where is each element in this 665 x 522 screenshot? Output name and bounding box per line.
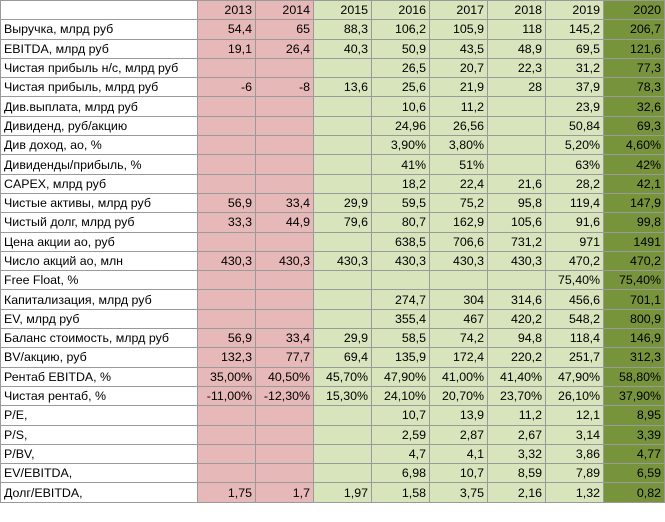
table-row	[1, 290, 665, 309]
value-cell[interactable]: 65	[256, 20, 314, 39]
value-cell[interactable]: 706,6	[430, 232, 488, 251]
value-cell[interactable]: 18,2	[372, 174, 430, 193]
value-cell[interactable]: 29,9	[314, 329, 372, 348]
value-cell[interactable]	[198, 444, 256, 463]
value-cell[interactable]	[488, 97, 546, 116]
value-cell[interactable]: 40,3	[314, 39, 372, 58]
value-cell[interactable]	[430, 271, 488, 290]
value-cell[interactable]	[198, 155, 256, 174]
value-cell[interactable]: 3,39	[604, 425, 665, 444]
value-cell[interactable]	[314, 116, 372, 135]
value-cell[interactable]: 47,90%	[546, 367, 604, 386]
value-cell[interactable]: 79,6	[314, 213, 372, 232]
value-cell[interactable]: 28,2	[546, 174, 604, 193]
value-cell[interactable]	[488, 155, 546, 174]
value-cell[interactable]: 1,58	[372, 483, 430, 502]
value-cell[interactable]: 638,5	[372, 232, 430, 251]
row-label[interactable]: Див доход, ао, %	[1, 136, 198, 155]
year-header[interactable]: 2020	[604, 1, 665, 20]
row-label[interactable]: P/S,	[1, 425, 198, 444]
table-row	[1, 78, 665, 97]
table-row	[1, 367, 665, 386]
row-label[interactable]: Чистая рентаб, %	[1, 386, 198, 405]
value-cell[interactable]: 20,70%	[430, 386, 488, 405]
value-cell[interactable]: 74,2	[430, 329, 488, 348]
value-cell[interactable]: 8,95	[604, 406, 665, 425]
value-cell[interactable]: 88,3	[314, 20, 372, 39]
row-label[interactable]: EV, млрд руб	[1, 309, 198, 328]
row-label[interactable]: Рентаб EBITDA, %	[1, 367, 198, 386]
value-cell[interactable]: 26,5	[372, 58, 430, 77]
value-cell[interactable]: 99,8	[604, 213, 665, 232]
value-cell[interactable]: 105,9	[430, 20, 488, 39]
row-label[interactable]: Выручка, млрд руб	[1, 20, 198, 39]
value-cell[interactable]	[314, 58, 372, 77]
value-cell[interactable]: 40,50%	[256, 367, 314, 386]
table-body	[1, 20, 665, 502]
value-cell[interactable]: 251,7	[546, 348, 604, 367]
value-cell[interactable]: 80,7	[372, 213, 430, 232]
value-cell[interactable]: 4,1	[430, 444, 488, 463]
value-cell[interactable]	[198, 464, 256, 483]
value-cell[interactable]: 10,7	[430, 464, 488, 483]
value-cell[interactable]: 69,5	[546, 39, 604, 58]
value-cell[interactable]	[314, 174, 372, 193]
value-cell[interactable]: 26,56	[430, 116, 488, 135]
value-cell[interactable]: 731,2	[488, 232, 546, 251]
table-row	[1, 155, 665, 174]
value-cell[interactable]: 2,67	[488, 425, 546, 444]
value-cell[interactable]: 13,6	[314, 78, 372, 97]
value-cell[interactable]: 75,2	[430, 193, 488, 212]
value-cell[interactable]	[488, 271, 546, 290]
value-cell[interactable]	[256, 155, 314, 174]
table-row	[1, 193, 665, 212]
value-cell[interactable]: 69,3	[604, 116, 665, 135]
value-cell[interactable]: 2,16	[488, 483, 546, 502]
table-row	[1, 251, 665, 270]
value-cell[interactable]	[198, 232, 256, 251]
year-header[interactable]: 2019	[546, 1, 604, 20]
value-cell[interactable]: 20,7	[430, 58, 488, 77]
value-cell[interactable]: 15,30%	[314, 386, 372, 405]
value-cell[interactable]: 50,9	[372, 39, 430, 58]
value-cell[interactable]	[256, 425, 314, 444]
value-cell[interactable]: 37,90%	[604, 386, 665, 405]
row-label[interactable]: Див.выплата, млрд руб	[1, 97, 198, 116]
value-cell[interactable]: 430,3	[198, 251, 256, 270]
value-cell[interactable]: 48,9	[488, 39, 546, 58]
value-cell[interactable]	[488, 136, 546, 155]
value-cell[interactable]: 12,1	[546, 406, 604, 425]
row-label[interactable]: Цена акции ао, руб	[1, 232, 198, 251]
value-cell[interactable]: 33,4	[256, 193, 314, 212]
table-row	[1, 444, 665, 463]
table-row	[1, 464, 665, 483]
row-label[interactable]: Чистая прибыль н/с, млрд руб	[1, 58, 198, 77]
value-cell[interactable]: 11,2	[430, 97, 488, 116]
value-cell[interactable]	[198, 58, 256, 77]
value-cell[interactable]	[256, 174, 314, 193]
value-cell[interactable]: 26,10%	[546, 386, 604, 405]
value-cell[interactable]: 106,2	[372, 20, 430, 39]
table-row	[1, 271, 665, 290]
value-cell[interactable]: 45,70%	[314, 367, 372, 386]
value-cell[interactable]: 701,1	[604, 290, 665, 309]
value-cell[interactable]: 105,6	[488, 213, 546, 232]
value-cell[interactable]: 24,96	[372, 116, 430, 135]
value-cell[interactable]: 3,75	[430, 483, 488, 502]
value-cell[interactable]: 0,82	[604, 483, 665, 502]
row-label[interactable]: Чистая прибыль, млрд руб	[1, 78, 198, 97]
value-cell[interactable]: 430,3	[488, 251, 546, 270]
value-cell[interactable]: 11,2	[488, 406, 546, 425]
value-cell[interactable]: 3,86	[546, 444, 604, 463]
row-label[interactable]: Число акций ао, млн	[1, 251, 198, 270]
value-cell[interactable]	[198, 174, 256, 193]
value-cell[interactable]: 44,9	[256, 213, 314, 232]
value-cell[interactable]: 31,2	[546, 58, 604, 77]
value-cell[interactable]: 162,9	[430, 213, 488, 232]
value-cell[interactable]: 420,2	[488, 309, 546, 328]
value-cell[interactable]: 304	[430, 290, 488, 309]
value-cell[interactable]: 145,2	[546, 20, 604, 39]
value-cell[interactable]: 1,97	[314, 483, 372, 502]
value-cell[interactable]	[314, 97, 372, 116]
row-label[interactable]: Баланс стоимость, млрд руб	[1, 329, 198, 348]
value-cell[interactable]: 58,5	[372, 329, 430, 348]
value-cell[interactable]: 548,2	[546, 309, 604, 328]
value-cell[interactable]: 43,5	[430, 39, 488, 58]
value-cell[interactable]	[314, 425, 372, 444]
value-cell[interactable]: 467	[430, 309, 488, 328]
value-cell[interactable]: 56,9	[198, 329, 256, 348]
table-row	[1, 97, 665, 116]
value-cell[interactable]: 94,8	[488, 329, 546, 348]
value-cell[interactable]	[198, 116, 256, 135]
value-cell[interactable]: 10,7	[372, 406, 430, 425]
value-cell[interactable]: -12,30%	[256, 386, 314, 405]
row-label[interactable]: Дивиденд, руб/акцию	[1, 116, 198, 135]
value-cell[interactable]: 41,00%	[430, 367, 488, 386]
value-cell[interactable]: 314,6	[488, 290, 546, 309]
value-cell[interactable]	[314, 406, 372, 425]
value-cell[interactable]: 6,59	[604, 464, 665, 483]
table-row	[1, 425, 665, 444]
value-cell[interactable]: 23,70%	[488, 386, 546, 405]
value-cell[interactable]	[256, 97, 314, 116]
value-cell[interactable]: 69,4	[314, 348, 372, 367]
table-row	[1, 213, 665, 232]
table-row	[1, 39, 665, 58]
value-cell[interactable]: -11,00%	[198, 386, 256, 405]
value-cell[interactable]: 6,98	[372, 464, 430, 483]
value-cell[interactable]	[314, 271, 372, 290]
row-label[interactable]: Чистый долг, млрд руб	[1, 213, 198, 232]
table-row	[1, 58, 665, 77]
value-cell[interactable]: 23,9	[546, 97, 604, 116]
value-cell[interactable]	[198, 406, 256, 425]
row-label[interactable]: Капитализация, млрд руб	[1, 290, 198, 309]
value-cell[interactable]: 430,3	[430, 251, 488, 270]
value-cell[interactable]: 29,9	[314, 193, 372, 212]
value-cell[interactable]: 118	[488, 20, 546, 39]
table-row	[1, 116, 665, 135]
value-cell[interactable]	[314, 309, 372, 328]
value-cell[interactable]: 7,89	[546, 464, 604, 483]
value-cell[interactable]	[256, 116, 314, 135]
value-cell[interactable]: 1,32	[546, 483, 604, 502]
year-header[interactable]: 2014	[256, 1, 314, 20]
header-row	[1, 1, 665, 20]
value-cell[interactable]: 119,4	[546, 193, 604, 212]
row-label[interactable]: Дивиденды/прибыль, %	[1, 155, 198, 174]
table-row	[1, 309, 665, 328]
value-cell[interactable]	[198, 97, 256, 116]
value-cell[interactable]: 22,4	[430, 174, 488, 193]
value-cell[interactable]: 3,80%	[430, 136, 488, 155]
value-cell[interactable]: 77,3	[604, 58, 665, 77]
value-cell[interactable]	[314, 444, 372, 463]
value-cell[interactable]: 3,14	[546, 425, 604, 444]
value-cell[interactable]: 1491	[604, 232, 665, 251]
value-cell[interactable]: 132,3	[198, 348, 256, 367]
value-cell[interactable]: 206,7	[604, 20, 665, 39]
table-row	[1, 386, 665, 405]
value-cell[interactable]: 147,9	[604, 193, 665, 212]
value-cell[interactable]: 35,00%	[198, 367, 256, 386]
table-row	[1, 329, 665, 348]
value-cell[interactable]: 971	[546, 232, 604, 251]
corner-cell[interactable]	[1, 1, 198, 20]
value-cell[interactable]: 25,6	[372, 78, 430, 97]
value-cell[interactable]: 21,6	[488, 174, 546, 193]
value-cell[interactable]: 59,5	[372, 193, 430, 212]
value-cell[interactable]	[314, 232, 372, 251]
value-cell[interactable]: 10,6	[372, 97, 430, 116]
value-cell[interactable]: 78,3	[604, 78, 665, 97]
table-row	[1, 483, 665, 502]
row-label[interactable]: Free Float, %	[1, 271, 198, 290]
value-cell[interactable]: 3,90%	[372, 136, 430, 155]
value-cell[interactable]	[372, 271, 430, 290]
value-cell[interactable]: 135,9	[372, 348, 430, 367]
value-cell[interactable]	[256, 136, 314, 155]
value-cell[interactable]: 430,3	[314, 251, 372, 270]
row-label[interactable]: EBITDA, млрд руб	[1, 39, 198, 58]
value-cell[interactable]: 77,7	[256, 348, 314, 367]
value-cell[interactable]	[256, 58, 314, 77]
value-cell[interactable]: 41%	[372, 155, 430, 174]
value-cell[interactable]	[256, 271, 314, 290]
value-cell[interactable]: 33,3	[198, 213, 256, 232]
value-cell[interactable]: 4,77	[604, 444, 665, 463]
value-cell[interactable]	[256, 232, 314, 251]
value-cell[interactable]: 274,7	[372, 290, 430, 309]
value-cell[interactable]: 32,6	[604, 97, 665, 116]
value-cell[interactable]: 24,10%	[372, 386, 430, 405]
value-cell[interactable]	[256, 309, 314, 328]
value-cell[interactable]	[256, 406, 314, 425]
value-cell[interactable]: 47,90%	[372, 367, 430, 386]
row-label[interactable]: Долг/EBITDA,	[1, 483, 198, 502]
table-row	[1, 136, 665, 155]
table-row	[1, 232, 665, 251]
year-header[interactable]: 2017	[430, 1, 488, 20]
value-cell[interactable]: 51%	[430, 155, 488, 174]
value-cell[interactable]: 75,40%	[604, 271, 665, 290]
value-cell[interactable]: 430,3	[256, 251, 314, 270]
value-cell[interactable]: -6	[198, 78, 256, 97]
value-cell[interactable]: 58,80%	[604, 367, 665, 386]
value-cell[interactable]	[314, 464, 372, 483]
value-cell[interactable]: 220,2	[488, 348, 546, 367]
value-cell[interactable]: 470,2	[604, 251, 665, 270]
value-cell[interactable]: 54,4	[198, 20, 256, 39]
value-cell[interactable]: 172,4	[430, 348, 488, 367]
value-cell[interactable]: 312,3	[604, 348, 665, 367]
value-cell[interactable]: 355,4	[372, 309, 430, 328]
value-cell[interactable]	[256, 464, 314, 483]
year-header[interactable]: 2015	[314, 1, 372, 20]
value-cell[interactable]: 121,6	[604, 39, 665, 58]
value-cell[interactable]: 26,4	[256, 39, 314, 58]
value-cell[interactable]	[314, 155, 372, 174]
value-cell[interactable]: 4,7	[372, 444, 430, 463]
table-row	[1, 20, 665, 39]
row-label[interactable]: BV/акцию, руб	[1, 348, 198, 367]
value-cell[interactable]: 4,60%	[604, 136, 665, 155]
value-cell[interactable]: 22,3	[488, 58, 546, 77]
value-cell[interactable]	[198, 309, 256, 328]
value-cell[interactable]: 19,1	[198, 39, 256, 58]
table-row	[1, 174, 665, 193]
value-cell[interactable]	[488, 116, 546, 135]
value-cell[interactable]	[256, 444, 314, 463]
value-cell[interactable]: 28	[488, 78, 546, 97]
value-cell[interactable]: 800,9	[604, 309, 665, 328]
value-cell[interactable]: 2,87	[430, 425, 488, 444]
value-cell[interactable]	[198, 136, 256, 155]
value-cell[interactable]: 42,1	[604, 174, 665, 193]
value-cell[interactable]	[198, 425, 256, 444]
row-label[interactable]: P/E,	[1, 406, 198, 425]
value-cell[interactable]: 456,6	[546, 290, 604, 309]
row-label[interactable]: Чистые активы, млрд руб	[1, 193, 198, 212]
row-label[interactable]: P/BV,	[1, 444, 198, 463]
value-cell[interactable]: 8,59	[488, 464, 546, 483]
table-row	[1, 406, 665, 425]
table-row	[1, 348, 665, 367]
row-label[interactable]: EV/EBITDA,	[1, 464, 198, 483]
year-header[interactable]: 2018	[488, 1, 546, 20]
value-cell[interactable]: 63%	[546, 155, 604, 174]
value-cell[interactable]: 118,4	[546, 329, 604, 348]
value-cell[interactable]: 41,40%	[488, 367, 546, 386]
value-cell[interactable]	[314, 136, 372, 155]
value-cell[interactable]	[314, 290, 372, 309]
value-cell[interactable]: 56,9	[198, 193, 256, 212]
value-cell[interactable]	[198, 271, 256, 290]
year-header[interactable]: 2013	[198, 1, 256, 20]
value-cell[interactable]: 146,9	[604, 329, 665, 348]
value-cell[interactable]: 2,59	[372, 425, 430, 444]
value-cell[interactable]: -8	[256, 78, 314, 97]
value-cell[interactable]: 95,8	[488, 193, 546, 212]
value-cell[interactable]: 13,9	[430, 406, 488, 425]
value-cell[interactable]: 5,20%	[546, 136, 604, 155]
row-label[interactable]: CAPEX, млрд руб	[1, 174, 198, 193]
value-cell[interactable]: 33,4	[256, 329, 314, 348]
value-cell[interactable]: 3,32	[488, 444, 546, 463]
value-cell[interactable]: 470,2	[546, 251, 604, 270]
value-cell[interactable]: 50,84	[546, 116, 604, 135]
value-cell[interactable]: 430,3	[372, 251, 430, 270]
value-cell[interactable]: 21,9	[430, 78, 488, 97]
value-cell[interactable]	[256, 290, 314, 309]
year-header[interactable]: 2016	[372, 1, 430, 20]
value-cell[interactable]: 42%	[604, 155, 665, 174]
value-cell[interactable]: 1,75	[198, 483, 256, 502]
value-cell[interactable]: 1,7	[256, 483, 314, 502]
value-cell[interactable]: 37,9	[546, 78, 604, 97]
value-cell[interactable]: 75,40%	[546, 271, 604, 290]
value-cell[interactable]	[198, 290, 256, 309]
value-cell[interactable]: 91,6	[546, 213, 604, 232]
